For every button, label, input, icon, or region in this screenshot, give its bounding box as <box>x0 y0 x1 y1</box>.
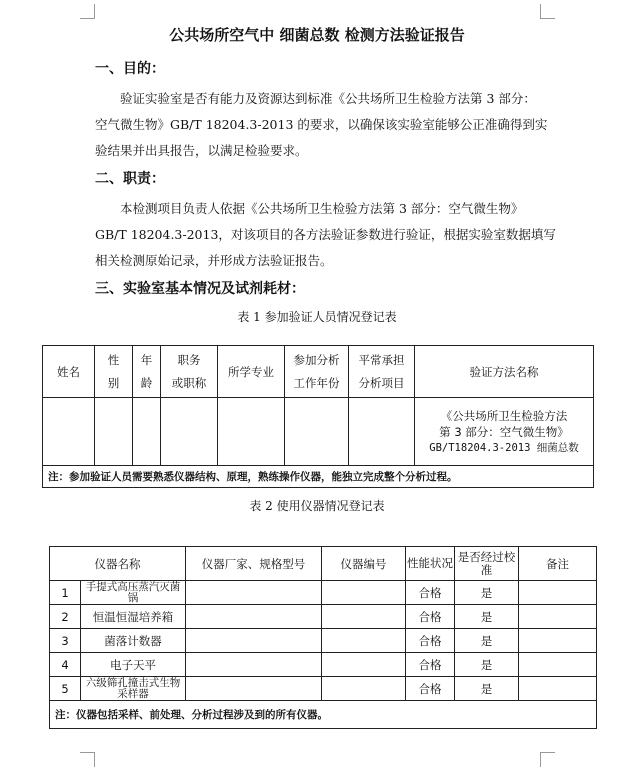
table-header-row <box>50 547 597 581</box>
instrument-name: 手提式高压蒸汽灭菌锅 <box>81 581 186 605</box>
table-row <box>50 653 597 677</box>
instrument-name: 菌落计数器 <box>81 629 186 653</box>
calibrated-cell: 是 <box>455 677 519 701</box>
header-serial: 仪器编号 <box>322 547 406 581</box>
performance-cell: 合格 <box>406 605 455 629</box>
gender-cell[interactable] <box>95 398 133 466</box>
instrument-name: 恒温恒湿培养箱 <box>81 605 186 629</box>
row-number: 3 <box>50 629 81 653</box>
serial-cell[interactable] <box>322 629 406 653</box>
header-performance: 性能状况 <box>406 547 455 581</box>
header-instrument-name: 仪器名称 <box>50 547 186 581</box>
header-major: 所学专业 <box>218 346 285 398</box>
table-row <box>43 398 594 466</box>
header-title: 职务 或职称 <box>161 346 218 398</box>
paragraph-line: 验结果并出具报告，以满足检验要求。 <box>95 143 308 158</box>
table-note-row <box>43 466 594 488</box>
row-number: 5 <box>50 677 81 701</box>
row-number: 2 <box>50 605 81 629</box>
table-row <box>50 605 597 629</box>
serial-cell[interactable] <box>322 677 406 701</box>
performance-cell: 合格 <box>406 629 455 653</box>
header-calibrated: 是否经过校准 <box>455 547 519 581</box>
table-row <box>50 581 597 605</box>
paragraph-line: 相关检测原始记录，并形成方法验证报告。 <box>95 253 333 268</box>
header-name: 姓名 <box>43 346 95 398</box>
table-row <box>50 677 597 701</box>
table1-note: 注：参加验证人员需要熟悉仪器结构、原理，熟练操作仪器，能独立完成整个分析过程。 <box>43 466 594 488</box>
paragraph-line: 本检测项目负责人依据《公共场所卫生检验方法第 3 部分：空气微生物》 <box>120 201 524 216</box>
table2-note: 注：仪器包括采样、前处理、分析过程涉及到的所有仪器。 <box>50 701 597 729</box>
performance-cell: 合格 <box>406 581 455 605</box>
performance-cell: 合格 <box>406 677 455 701</box>
row-number: 4 <box>50 653 81 677</box>
table-header-row <box>43 346 594 398</box>
serial-cell[interactable] <box>322 605 406 629</box>
section-purpose-text <box>95 86 550 164</box>
document-title: 公共场所空气中 细菌总数 检测方法验证报告 <box>169 26 465 44</box>
maker-cell[interactable] <box>186 653 322 677</box>
header-items: 平常承担 分析项目 <box>349 346 415 398</box>
instrument-table <box>49 546 597 729</box>
instrument-name: 六级筛孔撞击式生物采样器 <box>81 677 186 701</box>
remark-cell[interactable] <box>519 677 597 701</box>
maker-cell[interactable] <box>186 605 322 629</box>
crop-mark-top-left <box>80 4 95 19</box>
serial-cell[interactable] <box>322 653 406 677</box>
calibrated-cell: 是 <box>455 581 519 605</box>
major-cell[interactable] <box>218 398 285 466</box>
crop-mark-top-right <box>540 4 555 19</box>
header-maker-model: 仪器厂家、规格型号 <box>186 547 322 581</box>
instrument-name: 电子天平 <box>81 653 186 677</box>
header-years: 参加分析 工作年份 <box>285 346 349 398</box>
personnel-table <box>42 345 594 488</box>
calibrated-cell: 是 <box>455 629 519 653</box>
table-note-row <box>50 701 597 729</box>
paragraph-line: 验证实验室是否有能力及资源达到标准《公共场所卫生检验方法第 3 部分： <box>120 91 536 106</box>
maker-cell[interactable] <box>186 629 322 653</box>
method-name-cell: 《公共场所卫生检验方法 第 3 部分：空气微生物》 GB/T18204.3-2013 细菌总数 <box>415 398 594 466</box>
crop-mark-bottom-left <box>80 752 95 767</box>
header-method: 验证方法名称 <box>415 346 594 398</box>
header-age: 年 龄 <box>133 346 161 398</box>
items-cell[interactable] <box>349 398 415 466</box>
section-duty-text <box>95 196 556 274</box>
maker-cell[interactable] <box>186 677 322 701</box>
years-cell[interactable] <box>285 398 349 466</box>
header-gender: 性 别 <box>95 346 133 398</box>
remark-cell[interactable] <box>519 629 597 653</box>
remark-cell[interactable] <box>519 581 597 605</box>
calibrated-cell: 是 <box>455 605 519 629</box>
name-cell[interactable] <box>43 398 95 466</box>
crop-mark-bottom-right <box>540 752 555 767</box>
serial-cell[interactable] <box>322 581 406 605</box>
header-remark: 备注 <box>519 547 597 581</box>
row-number: 1 <box>50 581 81 605</box>
remark-cell[interactable] <box>519 653 597 677</box>
age-cell[interactable] <box>133 398 161 466</box>
table-row <box>50 629 597 653</box>
table2-caption: 表 2 使用仪器情况登记表 <box>249 499 385 513</box>
remark-cell[interactable] <box>519 605 597 629</box>
paragraph-line: 空气微生物》GB/T 18204.3-2013 的要求，以确保该实验室能够公正准确得到实 <box>95 117 548 132</box>
maker-cell[interactable] <box>186 581 322 605</box>
performance-cell: 合格 <box>406 653 455 677</box>
section-duty-heading: 二、职责： <box>95 171 165 187</box>
section-lab-heading: 三、实验室基本情况及试剂耗材： <box>95 281 305 297</box>
table1-caption: 表 1 参加验证人员情况登记表 <box>237 310 397 324</box>
section-purpose-heading: 一、目的： <box>95 61 165 77</box>
calibrated-cell: 是 <box>455 653 519 677</box>
title-cell[interactable] <box>161 398 218 466</box>
paragraph-line: GB/T 18204.3-2013，对该项目的各方法验证参数进行验证，根据实验室数据填写 <box>95 227 556 242</box>
